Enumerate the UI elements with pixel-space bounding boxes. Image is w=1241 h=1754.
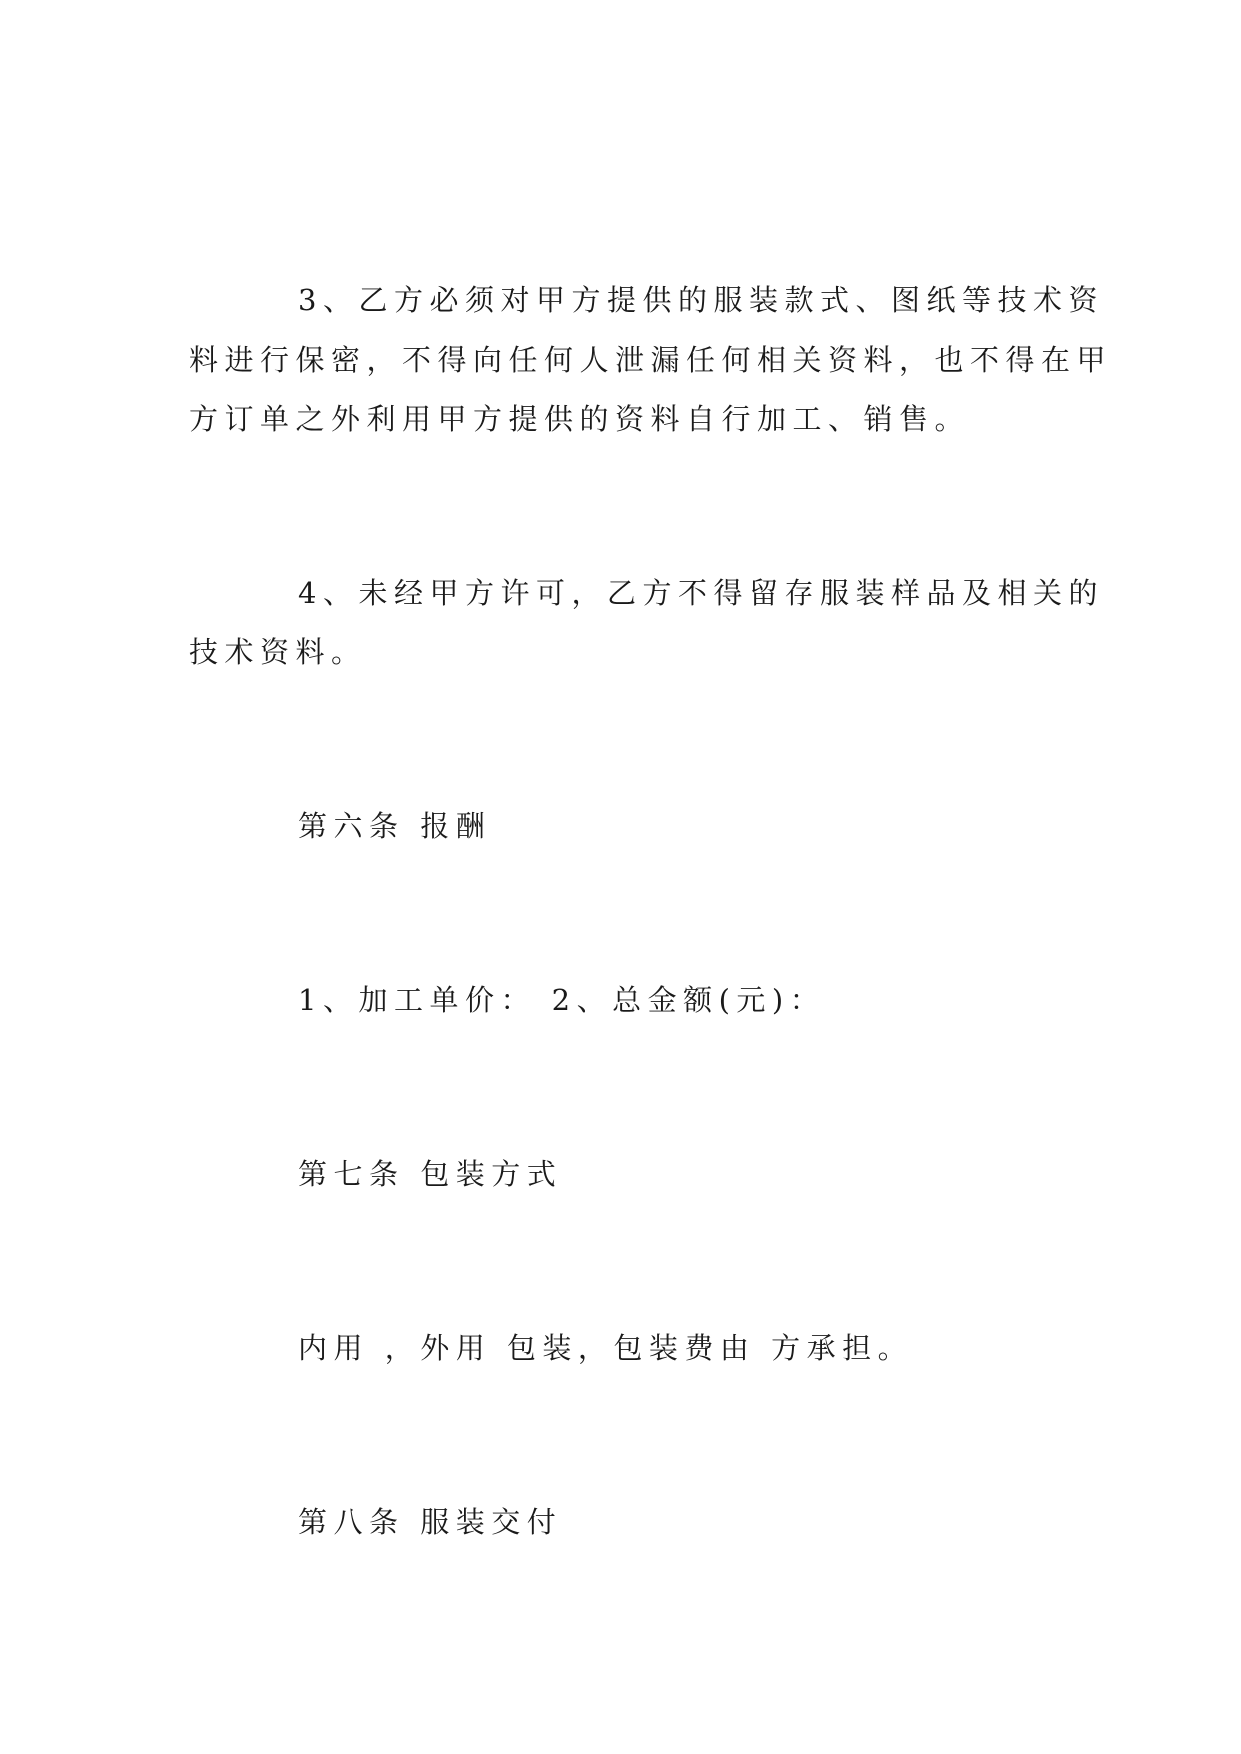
clause-3-line-2: 料进行保密，不得向任何人泄漏任何相关资料，也不得在甲 (189, 343, 1113, 377)
clause-4-line-1: 4、未经甲方许可，乙方不得留存服装样品及相关的 (298, 576, 1104, 610)
article-6-heading: 第六条 报酬 (298, 809, 492, 843)
article-7-content: 内用 ，外用 包装，包装费由 方承担。 (298, 1331, 914, 1365)
article-7-heading: 第七条 包装方式 (298, 1157, 563, 1191)
clause-3-line-3: 方订单之外利用甲方提供的资料自行加工、销售。 (189, 402, 971, 436)
article-8-heading: 第八条 服装交付 (298, 1505, 563, 1539)
article-6-content: 1、加工单价： 2、总金额(元)： (298, 983, 826, 1017)
clause-4-line-2: 技术资料。 (189, 635, 367, 669)
clause-3-line-1: 3、乙方必须对甲方提供的服装款式、图纸等技术资 (298, 283, 1104, 317)
